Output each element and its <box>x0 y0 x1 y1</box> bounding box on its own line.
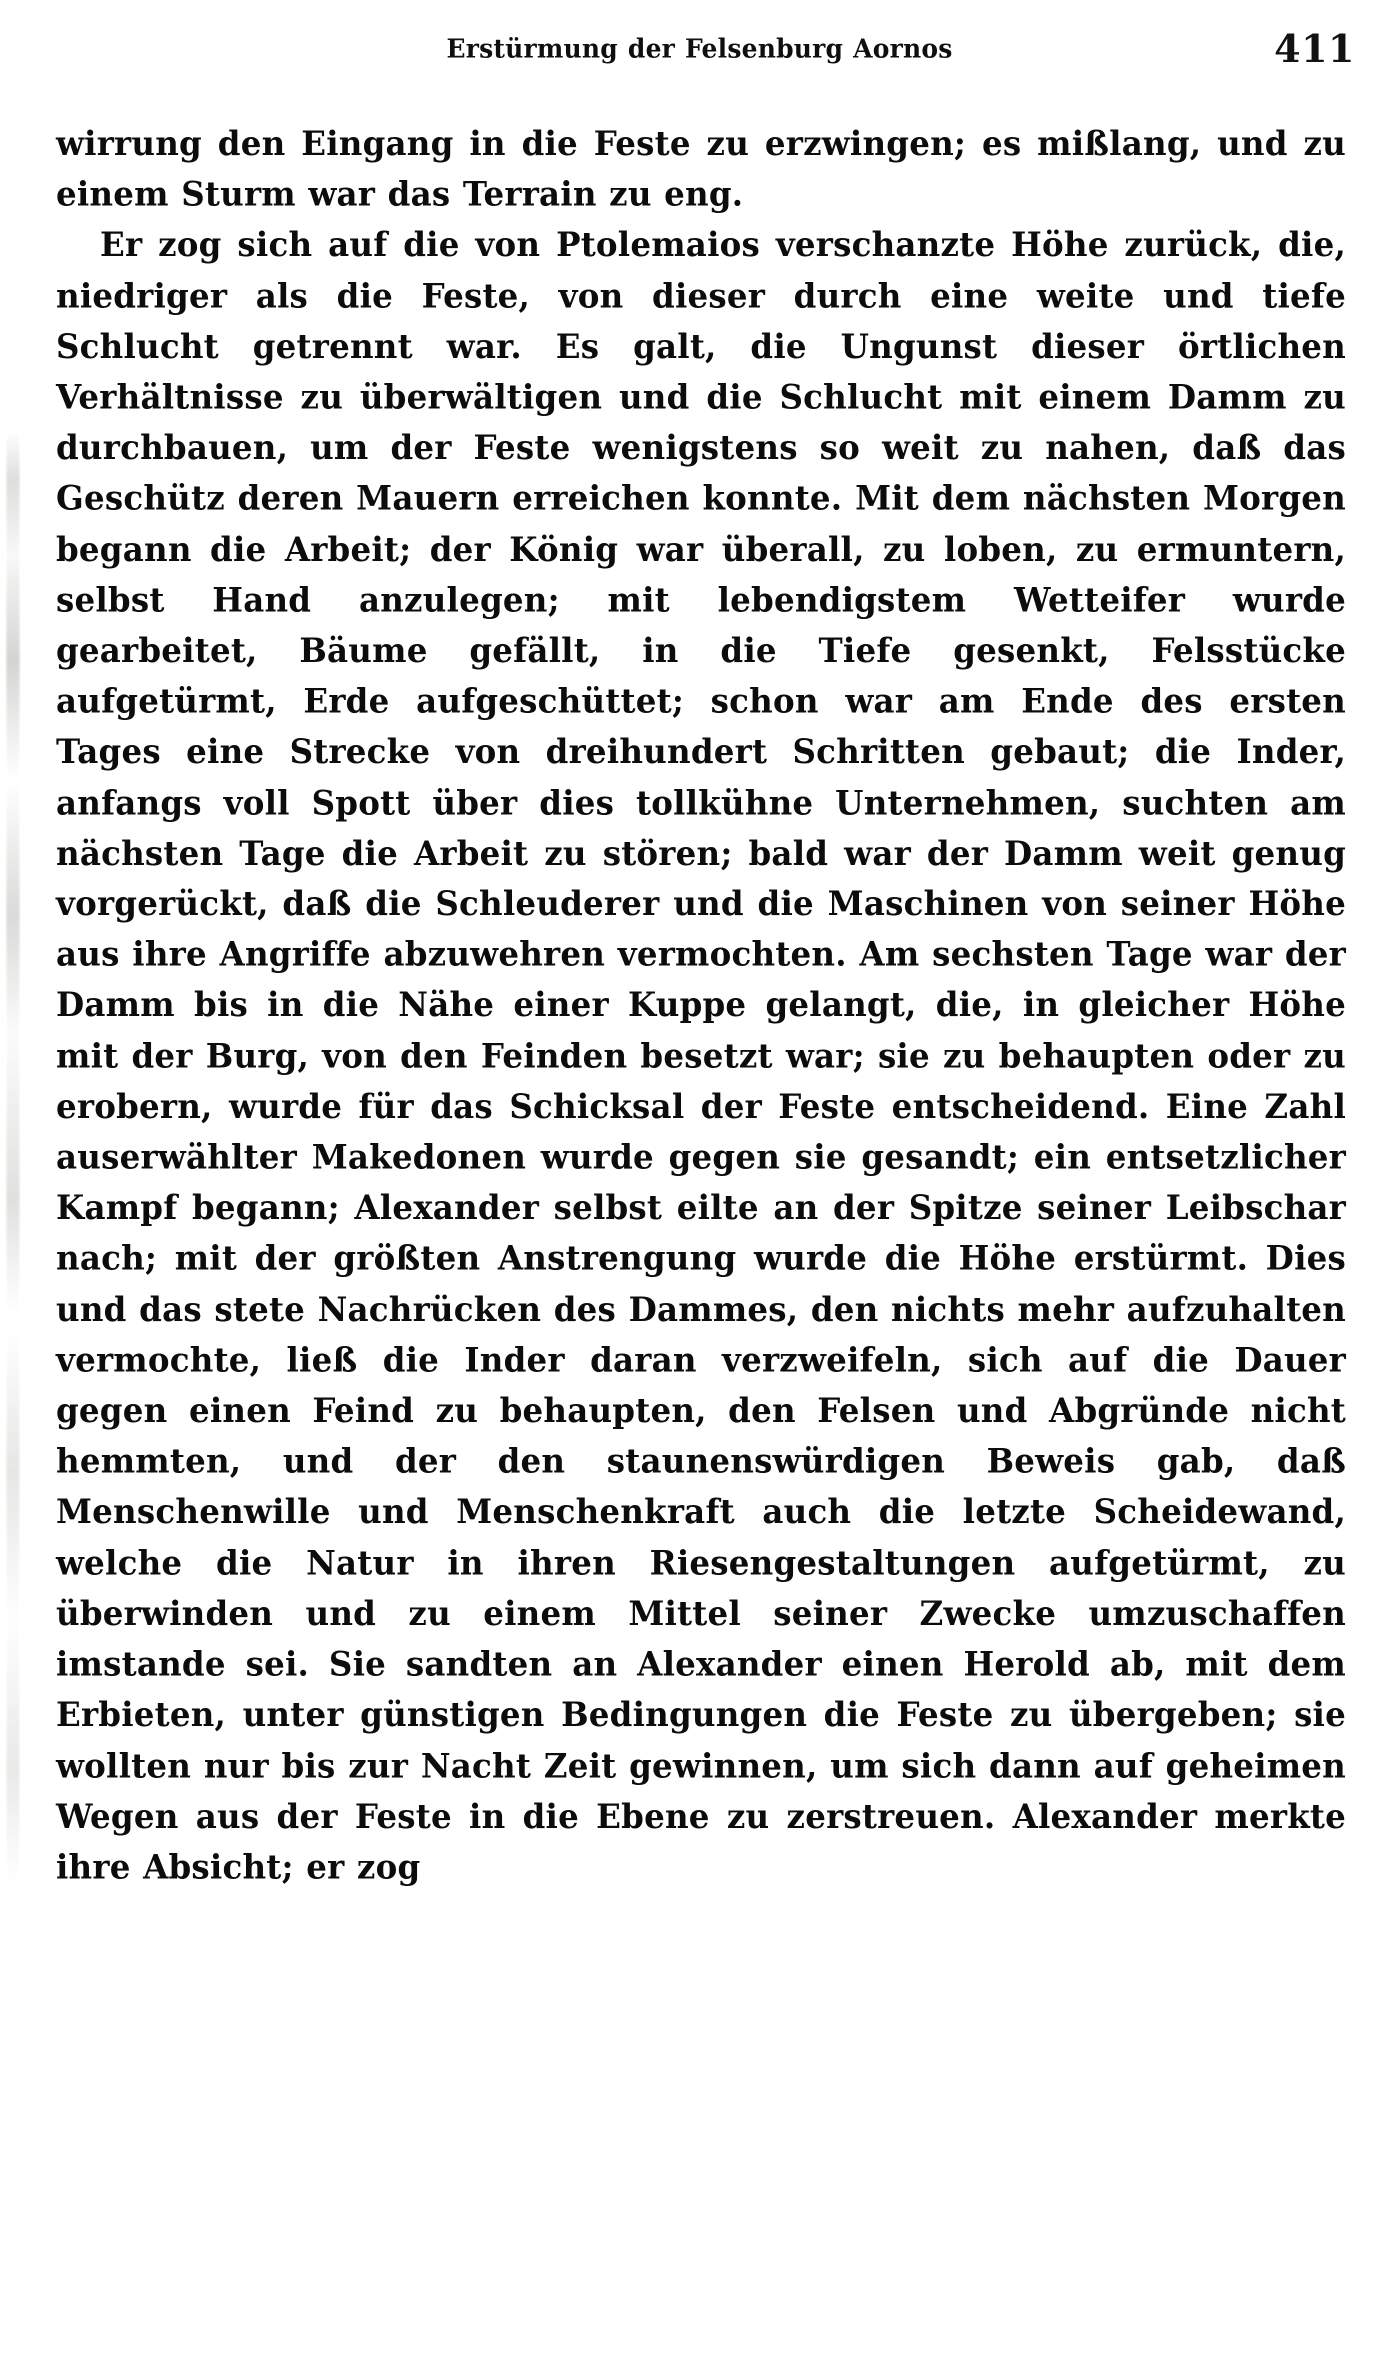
paragraph-main: Er zog sich auf die von Ptolemaios verschanzte Höhe zurück, die, niedriger als die Feste, von dieser durch eine weite und tiefe Schlucht getrennt war. Es galt, die Ungunst dieser örtlichen Verhältnisse zu überwältigen und die Schlucht mit einem Damm zu durchbauen, um der Feste wenigstens so weit zu nahen, daß das Geschütz deren Mauern erreichen konnte. Mit dem nächsten Morgen begann die Arbeit; der König war überall, zu loben, zu ermuntern, selbst Hand anzulegen; mit lebendigstem Wetteifer wurde gearbeitet, Bäume gefällt, in die Tiefe gesenkt, Felsstücke aufgetürmt, Erde aufgeschüttet; schon war am Ende des ersten Tages eine Strecke von dreihundert Schritten gebaut; die Inder, anfangs voll Spott über dies tollkühne Unternehmen, suchten am nächsten Tage die Arbeit zu stören; bald war der Damm weit genug vorgerückt, daß die Schleuderer und die Maschinen von seiner Höhe aus ihre Angriffe abzuwehren vermochten. Am sechsten Tage war der Damm bis in die Nähe einer Kuppe gelangt, die, in gleicher Höhe mit der Burg, von den Feinden besetzt war; sie zu behaupten oder zu erobern, wurde für das Schicksal der Feste entscheidend. Eine Zahl auserwählter Makedonen wurde gegen sie gesandt; ein entsetzlicher Kampf begann; Alexander selbst eilte an der Spitze seiner Leibschar nach; mit der größten Anstrengung wurde die Höhe erstürmt. Dies und das stete Nachrücken des Dammes, den nichts mehr aufzuhalten vermochte, ließ die Inder daran verzweifeln, sich auf die Dauer gegen einen Feind zu behaupten, den Felsen und Abgründe nicht hemmten, und der den staunenswürdigen Beweis gab, daß Menschenwille und Menschenkraft auch die letzte Scheidewand, welche die Natur in ihren Riesengestaltungen aufgetürmt, zu überwinden und zu einem Mittel seiner Zwecke umzuschaffen imstande sei. Sie sandten an Alexander einen Herold ab, mit dem Erbieten, unter günstigen Bedingungen die Feste zu übergeben; sie wollten nur bis zur Nacht Zeit gewinnen, um sich dann auf geheimen Wegen aus der Feste in die Ebene zu zerstreuen. Alexander merkte ihre Absicht; er zog <box>56 224 1346 1887</box>
scan-smudge <box>6 420 20 1920</box>
body-text <box>56 118 1346 1892</box>
page-number: 411 <box>1274 26 1355 71</box>
paragraph-continued: wirrung den Eingang in die Feste zu erzwingen; es mißlang, und zu einem Sturm war das Terrain zu eng. <box>56 123 1346 214</box>
page-header <box>0 26 1399 78</box>
running-head: Erstürmung der Felsenburg Aornos <box>446 33 953 64</box>
